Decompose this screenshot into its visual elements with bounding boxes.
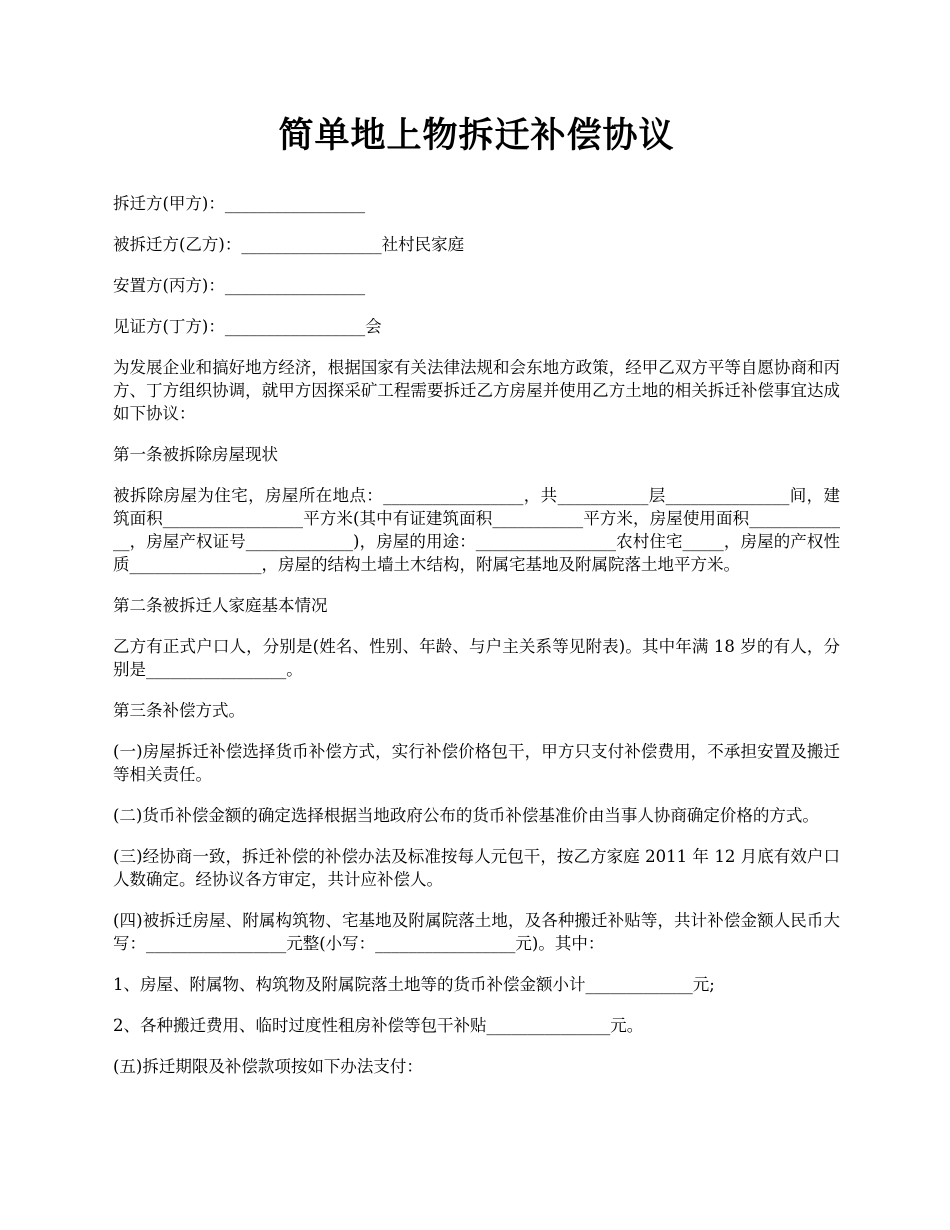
party-c-line: 安置方(丙方)：_________________ xyxy=(113,276,366,295)
article-3-heading: 第三条补偿方式。 xyxy=(113,701,245,720)
party-d-line: 见证方(丁方)：_________________会 xyxy=(113,317,382,336)
document-title: 简单地上物拆迁补偿协议 xyxy=(278,115,675,156)
article-1-body: 被拆除房屋为住宅，房屋所在地点：_________________，共___________层_______________间，建筑面积_________________平方米(其中有证建筑面积___________平方米，房屋使用面积_____________，房屋产权证号_____________)，房屋的用途：_________________农村住宅_____，房屋的产权性质________________，房屋的结构土墙土木结构，附属宅基地及附属院落土地平方米。 xyxy=(113,486,840,574)
article-3-item-3: (三)经协商一致，拆迁补偿的补偿办法及标准按每人元包干，按乙方家庭 2011 年 12 月底有效户口人数确定。经协议各方审定，共计应补偿人。 xyxy=(113,847,840,889)
document-page xyxy=(113,110,840,1096)
preamble-paragraph: 为发展企业和搞好地方经济，根据国家有关法律法规和会东地方政策，经甲乙双方平等自愿协商和丙方、丁方组织协调，就甲方因探采矿工程需要拆迁乙方房屋并使用乙方土地的相关拆迁补偿事宜达成如下协议： xyxy=(113,358,840,423)
subitem-1: 1、房屋、附属物、构筑物及附属院落土地等的货币补偿金额小计_____________元; xyxy=(113,975,715,994)
article-2-heading: 第二条被拆迁人家庭基本情况 xyxy=(113,596,328,615)
article-2-body: 乙方有正式户口人，分别是(姓名、性别、年龄、与户主关系等见附表)。其中年满 18 岁的有人，分别是_________________。 xyxy=(113,637,840,679)
article-3-item-4: (四)被拆迁房屋、附属构筑物、宅基地及附属院落土地，及各种搬迁补贴等，共计补偿金额人民币大写：_________________元整(小写：_________________元)。其中： xyxy=(113,911,840,953)
article-3-item-1: (一)房屋拆迁补偿选择货币补偿方式，实行补偿价格包干，甲方只支付补偿费用，不承担安置及搬迁等相关责任。 xyxy=(113,742,840,784)
article-3-item-2: (二)货币补偿金额的确定选择根据当地政府公布的货币补偿基准价由当事人协商确定价格的方式。 xyxy=(113,806,819,825)
party-a-line: 拆迁方(甲方)：_________________ xyxy=(113,194,366,213)
party-b-line: 被拆迁方(乙方)：_________________社村民家庭 xyxy=(113,235,465,254)
article-1-heading: 第一条被拆除房屋现状 xyxy=(113,445,278,464)
article-3-item-5: (五)拆迁期限及补偿款项按如下办法支付： xyxy=(113,1057,423,1076)
subitem-2: 2、各种搬迁费用、临时过度性租房补偿等包干补贴_______________元。 xyxy=(113,1016,644,1035)
